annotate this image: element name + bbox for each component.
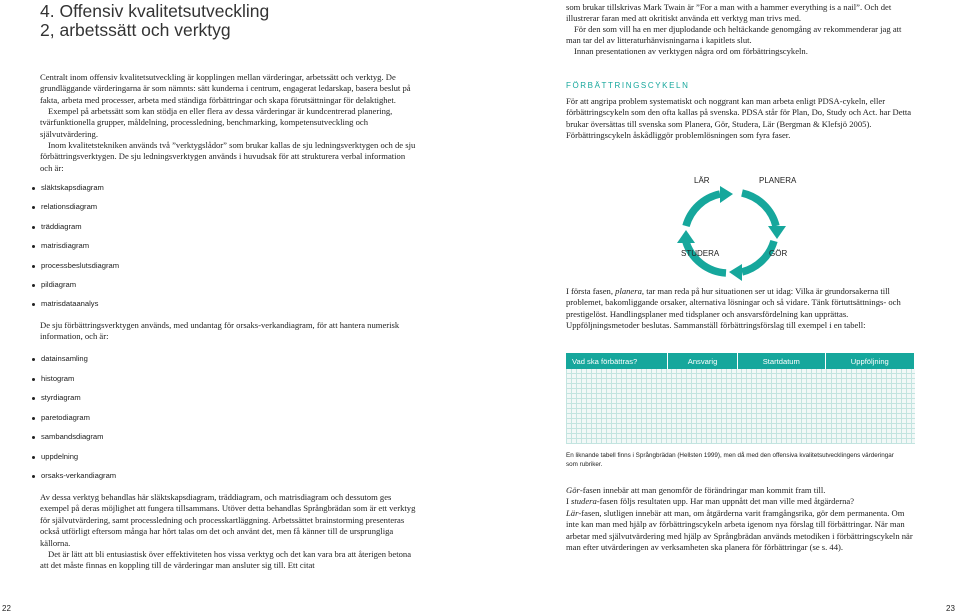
arrow-planera-gor [742,193,776,226]
page-number-left: 22 [2,604,11,613]
paragraph-values: Centralt inom offensiv kvalitetsutveckling är kopplingen mellan värderingar, arbetssätt och verktyg. De grundläggande värderingarna är som nämnts: sätt kunderna i centrum, engagerat ledarskap, basera beslut på fakta, arbeta med processer, arbeta med ständiga förbättringar och skapa förutsättningar för delaktighet. [40,72,411,105]
paragraph-enthusiasm: Det är lätt att bli entusiastisk över effektiviteten hos vissa verktyg och det kan vara bra att återigen betona att det måste finnas en koppling till de värderingar man ansluter sig till. Ett citat [40,549,412,571]
list-item: orsaks-verkandiagram [32,471,116,480]
table-grid-area [566,369,915,444]
table-header-cell: Startdatum [738,353,826,369]
list-item: sambandsdiagram [32,432,103,441]
table-caption: En liknande tabell finns i Språngbrädan (Hellsten 1999), men då med den offensiva kvalitetsutvecklingens värderingar som rubriker. [566,452,894,468]
list-item: relationsdiagram [32,202,97,211]
paragraph-tools-covered: Av dessa verktyg behandlas här släktskapsdiagram, träddiagram, och matrisdiagram och dessutom ges exempel på deras möjlighet att fungera tillsammans. Utöver detta behandlas Språngbrädan som är ett verktyg för självutvärdering, samt processledning och processkartläggning. Arbetssättet brainstorming presenteras också utförligt eftersom många har hört talas om det och använt det, men få känner till de ursprungliga källorna. [40,492,416,548]
list-item: pildiagram [32,280,76,289]
list-item: matrisdiagram [32,241,89,250]
title-line-1: 4. Offensiv kvalitetsutveckling [40,1,270,21]
table-header-cell: Vad ska förbättras? [566,353,668,369]
paragraph-improvement-tools: De sju förbättringsverktygen används, med undantag för orsaks-verkandiagram, för att hantera numerisk information, och är: [40,320,400,342]
list-item: styrdiagram [32,393,81,402]
list-item: uppdelning [32,452,78,461]
list-item: paretodiagram [32,413,90,422]
arrowhead-down [768,226,786,239]
list-item: släktskapsdiagram [32,183,104,192]
paragraph-toolboxes: Inom kvalitetstekniken används två ”verktygslådor” som brukar kallas de sju ledningsverktygen och de sju förbättringsverktygen. De sju ledningsverktygen används i huvudsak för att strukturera verbal information och är: [40,140,416,173]
paragraph-intro-cycle: Innan presentationen av verktygen några ord om förbättringscykeln. [574,46,808,56]
table-header-row [566,353,915,369]
arrowhead-left [729,264,742,281]
arrow-lar-planera [686,194,720,226]
page-number-right: 23 [946,604,955,613]
improvement-table [566,353,915,369]
cycle-label-gor: GÖR [769,249,788,258]
arrowhead-up [677,230,695,243]
list-item: datainsamling [32,354,88,363]
arrowhead-right [720,186,733,203]
list-item: processbeslutsdiagram [32,261,119,270]
paragraph-plan-phase: I första fasen, planera, tar man reda på hur situationen ser ut idag: Vilka är grundorsakerna till problemet, bakomliggande orsaker, alternativa lösningar och så vidare. Tänk förtuttsättnings- och prestigelöst. Handlingsplaner med tidsplaner och ansvarsfördelning kan upprättas. Uppföljningsmetoder beslutas. Sammanställ förbättringsförslag till exempel i en tabell: [566,286,901,331]
table-header-cell: Ansvarig [668,353,738,369]
section-heading: FÖRBÄTTRINGSCYKELN [566,81,690,90]
list-item: träddiagram [32,222,82,231]
cycle-label-studera: STUDERA [681,249,720,258]
paragraph-methods: Exempel på arbetssätt som kan stödja en eller flera av dessa värderingar är kundcentrerad planering, tvärfunktionella grupper, måldelning, processledning, benchmarking, kompetensutveckling och självutvärdering. [40,106,393,139]
paragraph-pdsa: För att angripa problem systematiskt och noggrant kan man arbeta enligt PDSA-cykeln, eller förbättringscykeln som den ofta kallas på svenska. PDSA står för Plan, Do, Study och Act. har Detta brukar översättas till svenska som Planera, Gör, Studera, Lär (Bergman & Klefsjö 2005). Förbättringscykeln åskådliggör problemlösningen som fyra faser. [566,96,912,141]
list-item: histogram [32,374,74,383]
paragraph-references: För den som vill ha en mer djuplodande och heltäckande genomgång av rekommenderar jag att man tar del av litteraturhänvisningarna i kapitlets slut. [566,24,902,46]
table-header-cell: Uppföljning [825,353,914,369]
list-item: matrisdataanalys [32,299,98,308]
paragraph-phases: Gör-fasen innebär att man genomför de förändringar man kommit fram till. I studera-fasen följs resultaten upp. Har man uppnått det man ville med åtgärderna? Lär-fasen, slutligen innebär att man, om åtgärderna varit framgångsrika, gör dem permanenta. Om inte kan man med hjälp av förbättringscykeln arbeta igenom nya förslag till förbättringar. När man arbetar med självutvärdering med hjälp av Språngbrädan används metodiken i förbättringscykeln när man efter utvärderingen av verksamheten ska planera för förbättringar (se s. 44). [566,485,913,553]
title-line-2: 2, arbetssätt och verktyg [40,20,231,40]
cycle-label-planera: PLANERA [759,176,797,185]
paragraph-twain-quote: som brukar tillskrivas Mark Twain är ”For a man with a hammer everything is a nail”. Och det illustrerar faran med att okritiskt använda ett verktyg man trivs med. [566,2,892,24]
cycle-label-lar: LÄR [694,176,710,185]
